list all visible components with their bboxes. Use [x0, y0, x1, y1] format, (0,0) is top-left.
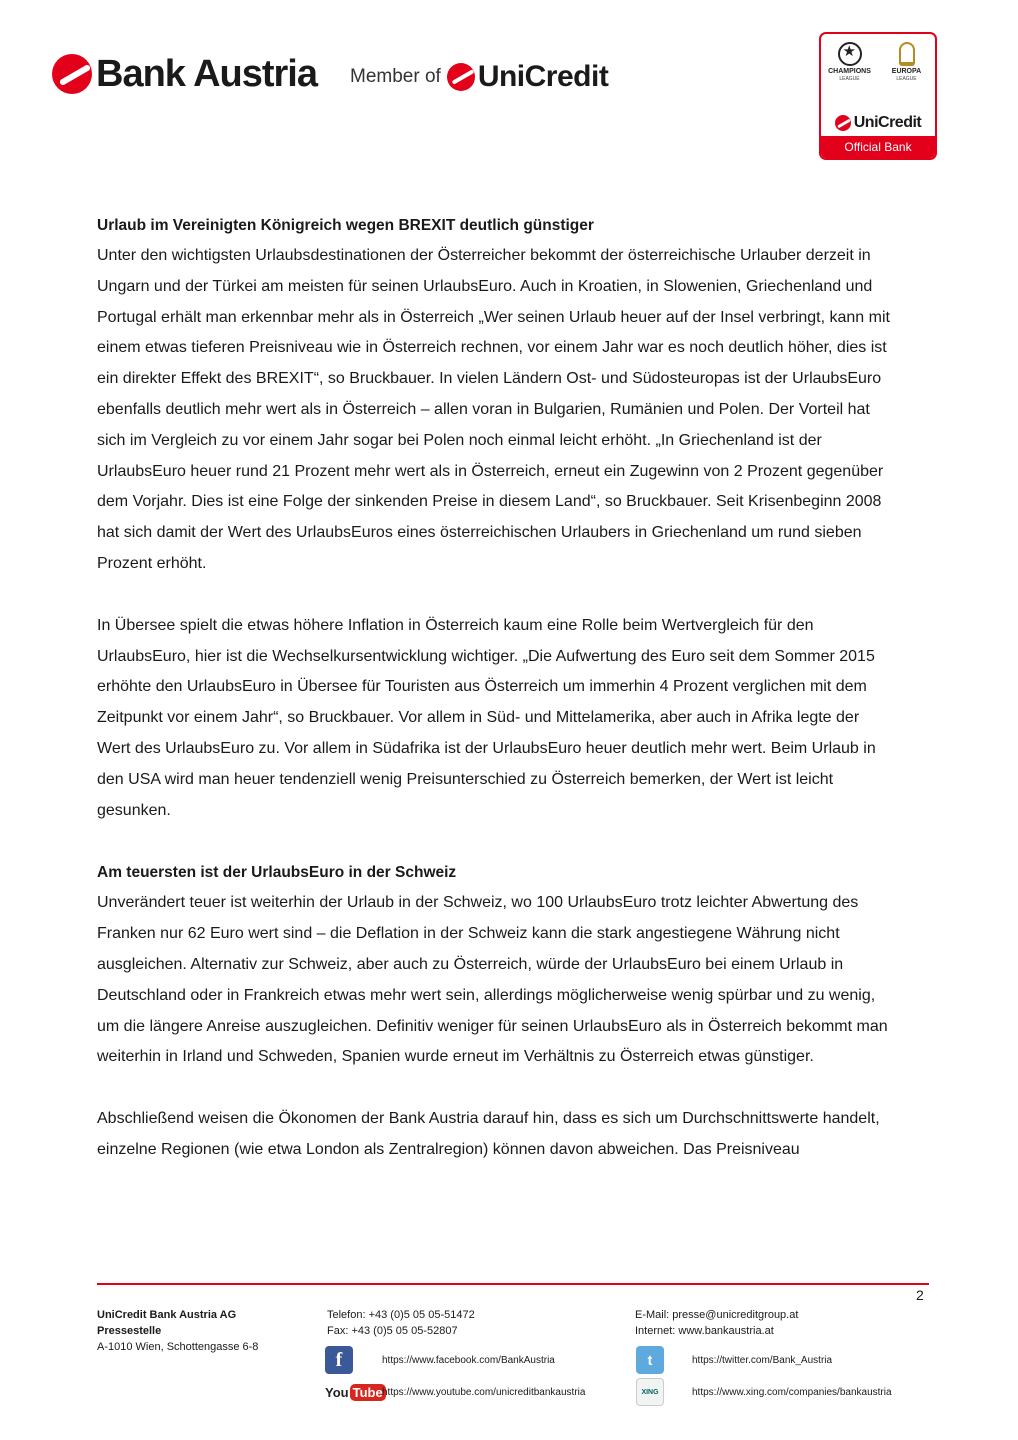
footer-company-block: [97, 1307, 258, 1355]
page-header: [0, 0, 1018, 180]
paragraph: Abschließend weisen die Ökonomen der Bank Austria darauf hin, dass es sich um Durchschnittswerte handelt, einzelne Regionen (wie etwa London als Zentralregion) können davon abweichen. Das Preisniveau: [97, 1110, 880, 1158]
article-body: [97, 210, 897, 1166]
starball-icon: [838, 42, 862, 66]
company-name: UniCredit Bank Austria AG: [97, 1309, 237, 1321]
badge-unicredit-logo: UniCredit: [821, 114, 935, 132]
xing-link[interactable]: XING https://www.xing.com/companies/bankaustria: [636, 1378, 892, 1406]
trophy-icon: [899, 42, 915, 66]
website-link[interactable]: Internet: www.bankaustria.at: [635, 1325, 774, 1337]
address: A-1010 Wien, Schottengasse 6-8: [97, 1341, 259, 1353]
facebook-icon: f: [325, 1346, 353, 1374]
footer-contact-block: [635, 1307, 798, 1339]
facebook-link[interactable]: f https://www.facebook.com/BankAustria: [325, 1346, 555, 1374]
unicredit-logo-icon: [835, 115, 851, 131]
twitter-link[interactable]: t https://twitter.com/Bank_Austria: [636, 1346, 832, 1374]
paragraph: In Übersee spielt die etwas höhere Inflation in Österreich kaum eine Rolle beim Wertvergleich für den UrlaubsEuro, hier ist die Wechselkursentwicklung wichtiger. „Die Aufwertung des Euro seit dem Sommer 2015 erhöhte den UrlaubsEuro in Übersee für Touristen aus Österreich um immerhin 4 Prozent verglichen mit dem Zeitpunkt vor einem Jahr“, so Bruckbauer. Vor allem in Süd- und Mittelamerika, aber auch in Afrika legte der Wert des UrlaubsEuro zu. Vor allem in Südafrika ist der UrlaubsEuro heuer deutlich mehr wert. Beim Urlaub in den USA wird man heuer tendenziell wenig Preisunterschied zu Österreich bemerken, der Wert ist leicht gesunken.: [97, 616, 876, 819]
youtube-link[interactable]: You Tube https://www.youtube.com/unicreditbankaustria: [325, 1378, 585, 1406]
unicredit-wordmark: UniCredit: [477, 60, 609, 93]
twitter-icon: t: [636, 1346, 664, 1374]
europa-league-logo: EUROPA LEAGUE: [881, 42, 933, 82]
footer-phone-block: [327, 1307, 475, 1339]
xing-icon: XING: [636, 1378, 664, 1406]
unicredit-logo-icon: [447, 63, 475, 91]
official-bank-badge: [819, 32, 937, 160]
email-link[interactable]: E-Mail: presse@unicreditgroup.at: [635, 1309, 799, 1321]
paragraph: Unverändert teuer ist weiterhin der Urlaub in der Schweiz, wo 100 UrlaubsEuro trotz leichter Abwertung des Franken nur 62 Euro wert sind – die Deflation in der Schweiz kann die stark angestiegene Währung nicht ausgleichen. Alternativ zur Schweiz, aber auch zu Österreich, würde der UrlaubsEuro bei einem Urlaub in Deutschland oder in Frankreich etwas mehr wert sein, allerdings möglicherweise wenig spürbar und zu wenig, um die längere Anreise auszugleichen. Definitiv weniger für seinen UrlaubsEuro als in Österreich bekommt man weiterhin in Irland und Schweden, Spanien wurde erneut im Verhältnis zu Österreich etwas günstiger.: [97, 894, 888, 1066]
department: Pressestelle: [97, 1325, 162, 1337]
member-of-label: Member of: [350, 66, 441, 87]
footer-divider: [97, 1283, 929, 1285]
unicredit-logo-icon: [52, 54, 92, 94]
section-heading: Urlaub im Vereinigten Königreich wegen BREXIT deutlich günstiger: [97, 217, 594, 234]
champions-league-logo: ★ CHAMPIONS LEAGUE: [824, 42, 876, 82]
member-of-unicredit: [350, 60, 608, 94]
official-bank-label: Official Bank: [821, 136, 935, 158]
fax: Fax: +43 (0)5 05 05-52807: [327, 1325, 458, 1337]
bank-austria-logo: [52, 52, 317, 96]
bank-austria-wordmark: Bank Austria: [96, 52, 317, 95]
youtube-icon: You Tube: [325, 1378, 375, 1406]
paragraph: Unter den wichtigsten Urlaubsdestinationen der Österreicher bekommt der österreichische Urlauber derzeit in Ungarn und der Türkei am meisten für seinen UrlaubsEuro. Auch in Kroatien, in Slowenien, Griechenland und Portugal erhält man erkennbar mehr als in Österreich „Wer seinen Urlaub heuer auf der Insel verbringt, kann mit einem etwas tieferen Preisniveau wie in Österreich rechnen, vor einem Jahr war es noch deutlich höher, dies ist ein direkter Effekt des BREXIT“, so Bruckbauer. In vielen Ländern Ost- und Südosteuropas ist der UrlaubsEuro ebenfalls deutlich mehr wert als in Österreich – allen voran in Bulgarien, Rumänien und Polen. Der Vorteil hat sich im Vergleich zu vor einem Jahr sogar bei Polen noch einmal leicht erhöht. „In Griechenland ist der UrlaubsEuro heuer rund 21 Prozent mehr wert als in Österreich, erneut ein Zugewinn von 2 Prozent gegenüber dem Vorjahr. Dies ist eine Folge der sinkenden Preise in diesem Land“, so Bruckbauer. Seit Krisenbeginn 2008 hat sich damit der Wert des UrlaubsEuros eines österreichischen Urlaubers in Griechenland um rund sieben Prozent erhöht.: [97, 247, 890, 572]
section-heading: Am teuersten ist der UrlaubsEuro in der Schweiz: [97, 864, 457, 882]
phone: Telefon: +43 (0)5 05 05-51472: [327, 1309, 475, 1321]
page-number: 2: [916, 1287, 924, 1303]
